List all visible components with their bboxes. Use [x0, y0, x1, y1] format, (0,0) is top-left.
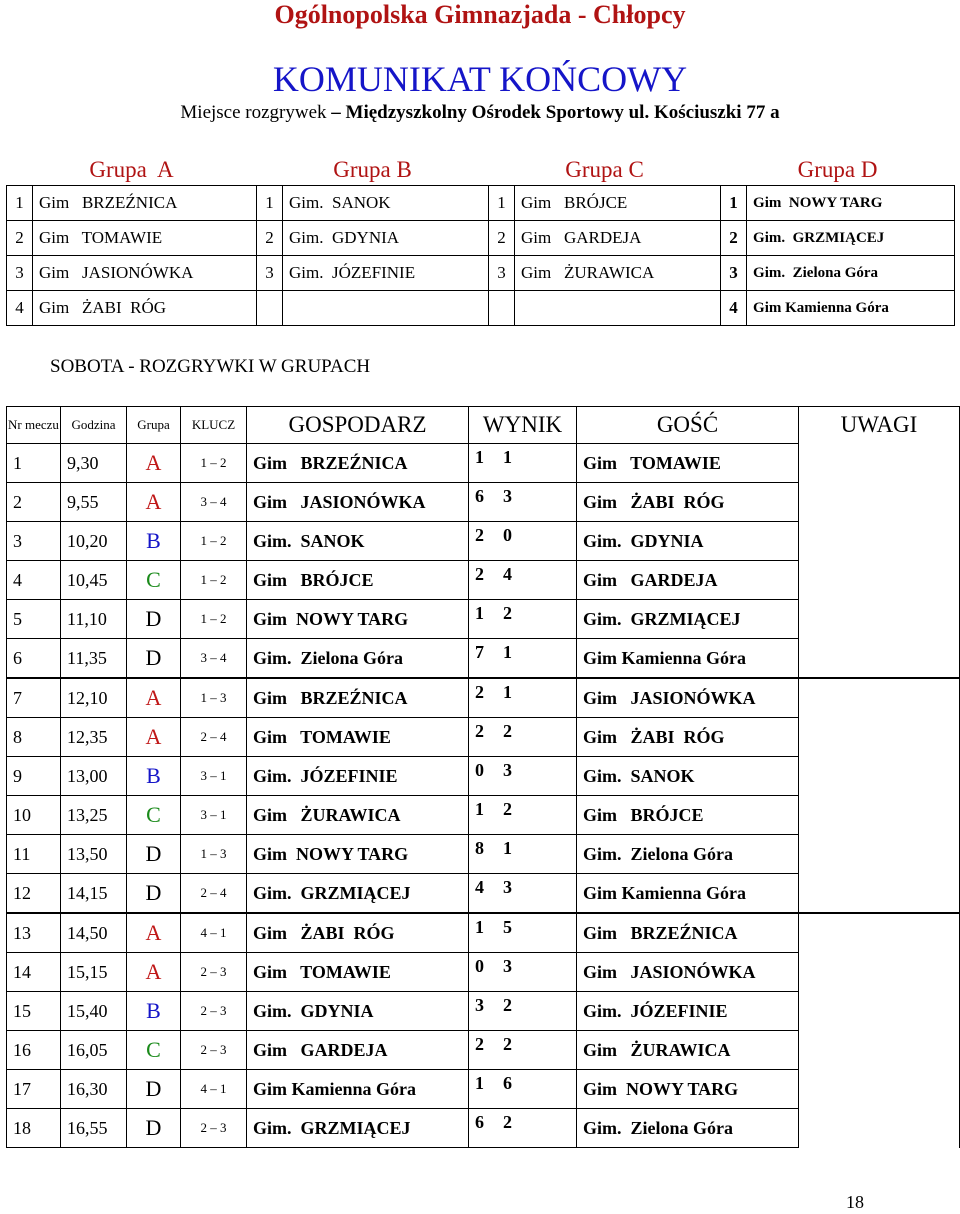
- match-row: [7, 561, 960, 600]
- match-notes: [799, 639, 960, 679]
- match-notes: [799, 522, 960, 561]
- score-away: 1: [503, 642, 512, 662]
- match-time: 16,05: [61, 1031, 127, 1070]
- group-team-number: [257, 291, 283, 326]
- match-time: 14,50: [61, 913, 127, 953]
- match-away-team: Gim JASIONÓWKA: [577, 678, 799, 718]
- match-time: 12,35: [61, 718, 127, 757]
- match-key: 2 – 4: [181, 718, 247, 757]
- match-home-team: Gim NOWY TARG: [247, 600, 469, 639]
- document-title: Ogólnopolska Gimnazjada - Chłopcy: [274, 0, 686, 29]
- score-home: 2: [475, 682, 484, 702]
- match-key: 1 – 2: [181, 522, 247, 561]
- match-group: C: [127, 561, 181, 600]
- match-away-team: Gim ŻABI RÓG: [577, 718, 799, 757]
- match-group: A: [127, 913, 181, 953]
- group-team-number: [489, 291, 515, 326]
- match-away-team: Gim ŻURAWICA: [577, 1031, 799, 1070]
- match-time: 14,15: [61, 874, 127, 914]
- match-home-team: Gim. GDYNIA: [247, 992, 469, 1031]
- match-result: [469, 1070, 577, 1109]
- group-header: Grupa B: [257, 155, 489, 186]
- match-away-team: Gim Kamienna Góra: [577, 639, 799, 679]
- match-home-team: Gim TOMAWIE: [247, 718, 469, 757]
- score-home: 1: [475, 1073, 484, 1093]
- page-number: 18: [846, 1192, 864, 1212]
- match-notes: [799, 483, 960, 522]
- match-result: [469, 835, 577, 874]
- venue-label: Miejsce rozgrywek: [180, 102, 327, 123]
- match-group: D: [127, 639, 181, 679]
- match-row: [7, 600, 960, 639]
- match-row: [7, 522, 960, 561]
- match-away-team: Gim BRZEŹNICA: [577, 913, 799, 953]
- match-key: 1 – 2: [181, 600, 247, 639]
- match-time: 11,35: [61, 639, 127, 679]
- group-team-number: 4: [721, 291, 747, 326]
- group-team-number: 3: [489, 256, 515, 291]
- match-row: [7, 953, 960, 992]
- groups-row: [7, 291, 955, 326]
- match-row: [7, 835, 960, 874]
- score-away: 1: [503, 682, 512, 702]
- score-away: 5: [503, 917, 512, 937]
- match-row: [7, 796, 960, 835]
- group-team-name: Gim GARDEJA: [515, 221, 721, 256]
- score-away: 2: [503, 721, 512, 741]
- score-away: 1: [503, 838, 512, 858]
- match-number: 11: [7, 835, 61, 874]
- match-key: 4 – 1: [181, 913, 247, 953]
- header-home: GOSPODARZ: [247, 407, 469, 444]
- match-home-team: Gim ŻURAWICA: [247, 796, 469, 835]
- match-away-team: Gim. SANOK: [577, 757, 799, 796]
- match-key: 2 – 3: [181, 953, 247, 992]
- score-away: 2: [503, 995, 512, 1015]
- match-row: [7, 718, 960, 757]
- match-result: [469, 757, 577, 796]
- score-away: 2: [503, 799, 512, 819]
- match-time: 13,25: [61, 796, 127, 835]
- match-home-team: Gim. GRZMIĄCEJ: [247, 874, 469, 914]
- score-home: 2: [475, 1034, 484, 1054]
- match-number: 9: [7, 757, 61, 796]
- match-home-team: Gim. Zielona Góra: [247, 639, 469, 679]
- match-home-team: Gim TOMAWIE: [247, 953, 469, 992]
- match-result: [469, 600, 577, 639]
- group-team-name: [283, 291, 489, 326]
- match-group: B: [127, 522, 181, 561]
- group-team-name: Gim. Zielona Góra: [747, 256, 955, 291]
- match-time: 10,20: [61, 522, 127, 561]
- groups-header-row: [7, 155, 955, 186]
- header-key: KLUCZ: [181, 407, 247, 444]
- match-number: 13: [7, 913, 61, 953]
- score-home: 0: [475, 760, 484, 780]
- match-time: 15,40: [61, 992, 127, 1031]
- match-away-team: Gim ŻABI RÓG: [577, 483, 799, 522]
- group-team-number: 1: [489, 186, 515, 221]
- match-number: 14: [7, 953, 61, 992]
- score-away: 2: [503, 1112, 512, 1132]
- match-notes: [799, 1109, 960, 1148]
- match-key: 2 – 3: [181, 1109, 247, 1148]
- match-number: 4: [7, 561, 61, 600]
- match-number: 12: [7, 874, 61, 914]
- match-home-team: Gim JASIONÓWKA: [247, 483, 469, 522]
- match-time: 13,50: [61, 835, 127, 874]
- match-notes: [799, 561, 960, 600]
- group-team-name: Gim ŻABI RÓG: [33, 291, 257, 326]
- match-group: C: [127, 1031, 181, 1070]
- match-group: A: [127, 953, 181, 992]
- match-key: 1 – 3: [181, 835, 247, 874]
- match-notes: [799, 874, 960, 914]
- match-number: 6: [7, 639, 61, 679]
- groups-row: [7, 186, 955, 221]
- groups-row: [7, 256, 955, 291]
- match-time: 16,55: [61, 1109, 127, 1148]
- group-team-number: 2: [257, 221, 283, 256]
- match-result: [469, 796, 577, 835]
- match-key: 1 – 3: [181, 678, 247, 718]
- score-away: 3: [503, 760, 512, 780]
- match-notes: [799, 600, 960, 639]
- match-time: 10,45: [61, 561, 127, 600]
- section-title: SOBOTA - ROZGRYWKI W GRUPACH: [50, 356, 371, 377]
- match-number: 17: [7, 1070, 61, 1109]
- score-home: 4: [475, 877, 484, 897]
- match-row: [7, 1070, 960, 1109]
- match-notes: [799, 757, 960, 796]
- match-away-team: Gim. Zielona Góra: [577, 835, 799, 874]
- match-away-team: Gim. JÓZEFINIE: [577, 992, 799, 1031]
- score-home: 6: [475, 486, 484, 506]
- match-row: [7, 639, 960, 679]
- match-notes: [799, 796, 960, 835]
- score-away: 6: [503, 1073, 512, 1093]
- match-group: D: [127, 874, 181, 914]
- score-away: 3: [503, 956, 512, 976]
- match-away-team: Gim NOWY TARG: [577, 1070, 799, 1109]
- group-team-number: 2: [721, 221, 747, 256]
- match-home-team: Gim Kamienna Góra: [247, 1070, 469, 1109]
- match-group: D: [127, 600, 181, 639]
- score-home: 1: [475, 603, 484, 623]
- group-team-number: 1: [257, 186, 283, 221]
- group-team-name: Gim. GDYNIA: [283, 221, 489, 256]
- match-number: 8: [7, 718, 61, 757]
- group-team-number: 2: [489, 221, 515, 256]
- match-home-team: Gim BRZEŹNICA: [247, 678, 469, 718]
- match-result: [469, 874, 577, 914]
- score-away: 3: [503, 486, 512, 506]
- match-number: 16: [7, 1031, 61, 1070]
- match-time: 11,10: [61, 600, 127, 639]
- match-time: 13,00: [61, 757, 127, 796]
- match-row: [7, 913, 960, 953]
- match-result: [469, 639, 577, 679]
- header-nr: Nr meczu: [7, 407, 61, 444]
- match-key: 3 – 1: [181, 796, 247, 835]
- score-home: 2: [475, 525, 484, 545]
- score-home: 8: [475, 838, 484, 858]
- match-notes: [799, 444, 960, 483]
- match-key: 3 – 1: [181, 757, 247, 796]
- match-result: [469, 992, 577, 1031]
- match-number: 2: [7, 483, 61, 522]
- match-key: 3 – 4: [181, 483, 247, 522]
- match-row: [7, 678, 960, 718]
- match-notes: [799, 1070, 960, 1109]
- score-away: 3: [503, 877, 512, 897]
- match-group: A: [127, 483, 181, 522]
- match-group: C: [127, 796, 181, 835]
- match-number: 3: [7, 522, 61, 561]
- group-team-name: Gim BRÓJCE: [515, 186, 721, 221]
- group-team-number: 3: [257, 256, 283, 291]
- header-result: WYNIK: [469, 407, 577, 444]
- match-row: [7, 483, 960, 522]
- match-row: [7, 444, 960, 483]
- group-header: Grupa C: [489, 155, 721, 186]
- match-home-team: Gim. JÓZEFINIE: [247, 757, 469, 796]
- match-time: 9,55: [61, 483, 127, 522]
- match-key: 2 – 4: [181, 874, 247, 914]
- match-row: [7, 757, 960, 796]
- groups-table: [6, 155, 955, 326]
- match-group: D: [127, 835, 181, 874]
- match-result: [469, 1109, 577, 1148]
- groups-row: [7, 221, 955, 256]
- score-home: 2: [475, 721, 484, 741]
- score-home: 1: [475, 917, 484, 937]
- score-home: 7: [475, 642, 484, 662]
- group-team-name: Gim Kamienna Góra: [747, 291, 955, 326]
- group-team-name: Gim BRZEŹNICA: [33, 186, 257, 221]
- match-group: B: [127, 992, 181, 1031]
- match-group: D: [127, 1109, 181, 1148]
- match-group: D: [127, 1070, 181, 1109]
- match-away-team: Gim. GDYNIA: [577, 522, 799, 561]
- match-group: A: [127, 718, 181, 757]
- score-home: 2: [475, 564, 484, 584]
- match-row: [7, 1109, 960, 1148]
- group-team-number: 1: [7, 186, 33, 221]
- match-notes: [799, 718, 960, 757]
- match-number: 5: [7, 600, 61, 639]
- group-team-name: Gim JASIONÓWKA: [33, 256, 257, 291]
- header-group: Grupa: [127, 407, 181, 444]
- header-away: GOŚĆ: [577, 407, 799, 444]
- match-time: 15,15: [61, 953, 127, 992]
- match-away-team: Gim. Zielona Góra: [577, 1109, 799, 1148]
- group-team-name: [515, 291, 721, 326]
- match-group: A: [127, 678, 181, 718]
- group-team-name: Gim ŻURAWICA: [515, 256, 721, 291]
- score-away: 2: [503, 603, 512, 623]
- match-key: 2 – 3: [181, 992, 247, 1031]
- match-key: 2 – 3: [181, 1031, 247, 1070]
- match-result: [469, 953, 577, 992]
- header-notes: UWAGI: [799, 407, 960, 444]
- match-away-team: Gim JASIONÓWKA: [577, 953, 799, 992]
- match-home-team: Gim BRZEŹNICA: [247, 444, 469, 483]
- score-home: 3: [475, 995, 484, 1015]
- match-result: [469, 561, 577, 600]
- match-time: 12,10: [61, 678, 127, 718]
- match-number: 15: [7, 992, 61, 1031]
- match-notes: [799, 953, 960, 992]
- match-notes: [799, 992, 960, 1031]
- group-team-name: Gim TOMAWIE: [33, 221, 257, 256]
- match-home-team: Gim. GRZMIĄCEJ: [247, 1109, 469, 1148]
- match-time: 9,30: [61, 444, 127, 483]
- group-team-number: 1: [721, 186, 747, 221]
- group-team-name: Gim NOWY TARG: [747, 186, 955, 221]
- match-result: [469, 1031, 577, 1070]
- match-result: [469, 444, 577, 483]
- score-home: 1: [475, 799, 484, 819]
- match-row: [7, 1031, 960, 1070]
- match-home-team: Gim. SANOK: [247, 522, 469, 561]
- match-notes: [799, 1031, 960, 1070]
- score-away: 1: [503, 447, 512, 467]
- match-row: [7, 992, 960, 1031]
- match-home-team: Gim GARDEJA: [247, 1031, 469, 1070]
- match-row: [7, 874, 960, 914]
- group-team-number: 2: [7, 221, 33, 256]
- match-result: [469, 522, 577, 561]
- match-key: 3 – 4: [181, 639, 247, 679]
- match-time: 16,30: [61, 1070, 127, 1109]
- match-number: 1: [7, 444, 61, 483]
- match-group: A: [127, 444, 181, 483]
- match-home-team: Gim BRÓJCE: [247, 561, 469, 600]
- matches-table: [6, 406, 960, 1148]
- score-away: 0: [503, 525, 512, 545]
- match-result: [469, 718, 577, 757]
- group-team-number: 3: [721, 256, 747, 291]
- score-home: 1: [475, 447, 484, 467]
- match-notes: [799, 835, 960, 874]
- score-home: 6: [475, 1112, 484, 1132]
- match-key: 1 – 2: [181, 561, 247, 600]
- score-away: 4: [503, 564, 512, 584]
- group-team-number: 3: [7, 256, 33, 291]
- score-away: 2: [503, 1034, 512, 1054]
- match-home-team: Gim NOWY TARG: [247, 835, 469, 874]
- match-number: 10: [7, 796, 61, 835]
- match-home-team: Gim ŻABI RÓG: [247, 913, 469, 953]
- group-team-name: Gim. JÓZEFINIE: [283, 256, 489, 291]
- group-team-number: 4: [7, 291, 33, 326]
- group-header: Grupa A: [7, 155, 257, 186]
- match-away-team: Gim GARDEJA: [577, 561, 799, 600]
- group-team-name: Gim. GRZMIĄCEJ: [747, 221, 955, 256]
- match-away-team: Gim Kamienna Góra: [577, 874, 799, 914]
- match-away-team: Gim BRÓJCE: [577, 796, 799, 835]
- match-result: [469, 483, 577, 522]
- group-team-name: Gim. SANOK: [283, 186, 489, 221]
- header-time: Godzina: [61, 407, 127, 444]
- match-group: B: [127, 757, 181, 796]
- venue-dash: –: [331, 102, 341, 123]
- match-result: [469, 913, 577, 953]
- group-header: Grupa D: [721, 155, 955, 186]
- match-key: 4 – 1: [181, 1070, 247, 1109]
- venue-value: Międzyszkolny Ośrodek Sportowy ul. Kościuszki 77 a: [345, 102, 780, 123]
- venue-line: [0, 102, 960, 124]
- match-away-team: Gim TOMAWIE: [577, 444, 799, 483]
- match-notes: [799, 678, 960, 718]
- match-key: 1 – 2: [181, 444, 247, 483]
- score-home: 0: [475, 956, 484, 976]
- match-number: 18: [7, 1109, 61, 1148]
- match-number: 7: [7, 678, 61, 718]
- match-away-team: Gim. GRZMIĄCEJ: [577, 600, 799, 639]
- matches-header-row: [7, 407, 960, 444]
- document-subtitle: KOMUNIKAT KOŃCOWY: [272, 59, 688, 99]
- match-result: [469, 678, 577, 718]
- match-notes: [799, 913, 960, 953]
